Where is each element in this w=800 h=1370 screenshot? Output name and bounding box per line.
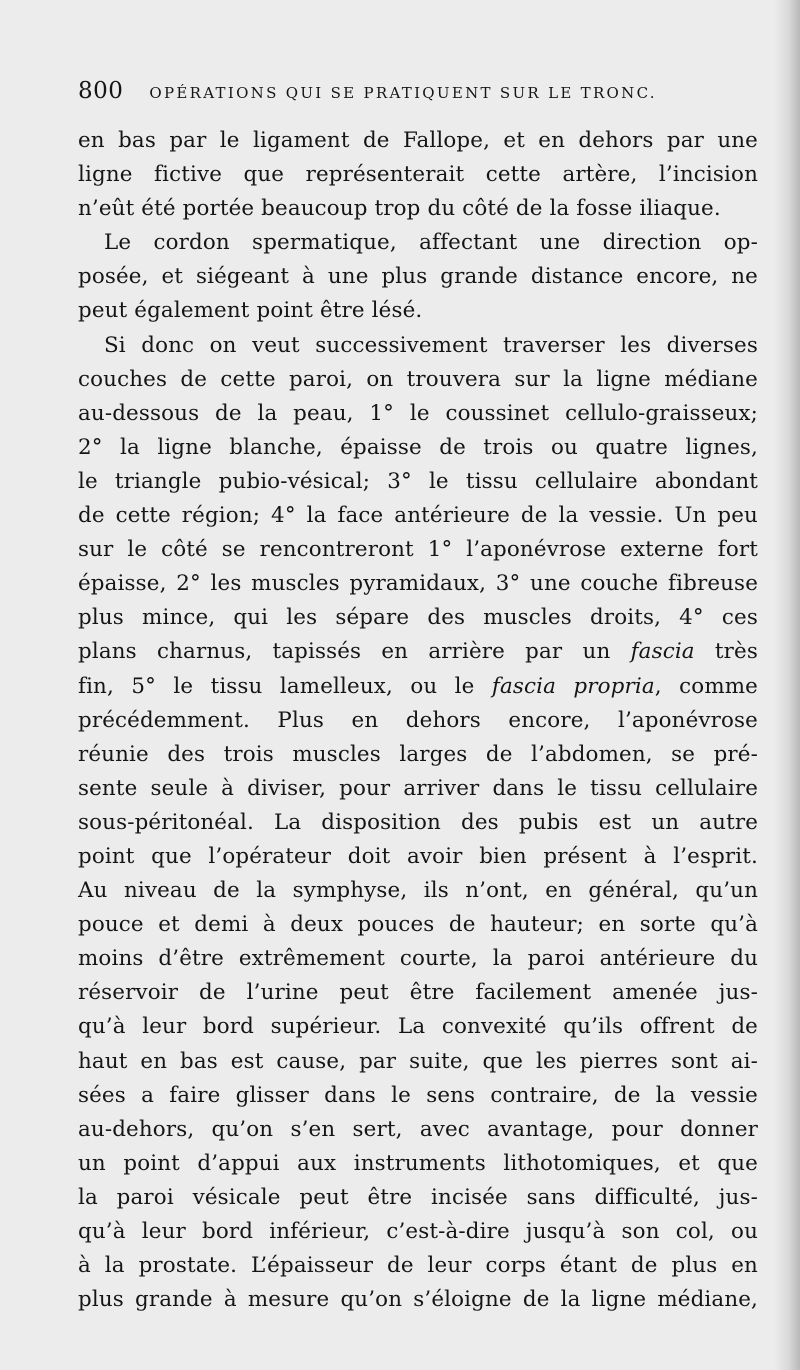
text-line [78, 635, 758, 669]
text-line-end: , comme [654, 673, 758, 699]
text-line: couches de cette paroi, on trouvera sur la ligne médiane [78, 366, 758, 392]
text-line-start: fin, 5° le tissu lamelleux, ou le [78, 673, 492, 699]
text-line-start: plans charnus, tapissés en arrière par un [78, 639, 631, 665]
running-header [78, 78, 768, 106]
text-line: sées a faire glisser dans le sens contraire, de la vessie [78, 1082, 758, 1108]
text-line: en bas par le ligament de Fallope, et en dehors par une [78, 128, 758, 153]
text-line: la paroi vésicale peut être incisée sans difficulté, jus- [78, 1184, 758, 1210]
text-line: Si donc on veut successivement traverser les diverses [104, 332, 758, 358]
text-line: de cette région; 4° la face antérieure de la vessie. Un peu [78, 503, 758, 529]
text-body [78, 124, 758, 1317]
text-line: réservoir de l’urine peut être facilement amenée jus- [78, 980, 758, 1006]
page-edge-shadow [774, 0, 800, 1370]
text-line: posée, et siégeant à une plus grande distance encore, ne [78, 264, 758, 290]
text-line: au-dehors, qu’on s’en sert, avec avantage, pour donner [78, 1116, 758, 1142]
italic-term: fascia [630, 639, 695, 665]
page-number: 800 [78, 78, 124, 104]
text-line: point que l’opérateur doit avoir bien présent à l’esprit. [78, 843, 758, 869]
italic-term: fascia propria [491, 673, 655, 699]
text-line: qu’à leur bord inférieur, c’est-à-dire jusqu’à son col, ou [78, 1219, 758, 1244]
text-line: plus grande à mesure qu’on s’éloigne de la ligne médiane, [78, 1287, 758, 1313]
text-line: sur le côté se rencontreront 1° l’aponévrose externe fort [78, 537, 758, 563]
text-line: à la prostate. L’épaisseur de leur corps étant de plus en [78, 1253, 758, 1279]
text-line: Le cordon spermatique, affectant une direction op- [104, 230, 758, 256]
text-line: ligne fictive que représenterait cette artère, l’incision [78, 162, 758, 188]
text-line: au-dessous de la peau, 1° le coussinet cellulo-graisseux; [78, 400, 758, 426]
text-line [78, 670, 758, 704]
running-title: OPÉRATIONS QUI SE PRATIQUENT SUR LE TRONC. [149, 84, 657, 102]
text-line: sous-péritonéal. La disposition des pubis est un autre [78, 809, 758, 835]
text-line: le triangle pubio-vésical; 3° le tissu cellulaire abondant [78, 468, 758, 494]
text-line: réunie des trois muscles larges de l’abdomen, se pré- [78, 741, 758, 767]
text-line-end: très [694, 639, 758, 665]
text-line: 2° la ligne blanche, épaisse de trois ou quatre lignes, [78, 434, 758, 460]
text-line: moins d’être extrêmement courte, la paroi antérieure du [78, 946, 758, 972]
text-line: qu’à leur bord supérieur. La convexité qu’ils offrent de [78, 1014, 758, 1040]
text-line: sente seule à diviser, pour arriver dans le tissu cellulaire [78, 775, 758, 801]
text-line: n’eût été portée beaucoup trop du côté de la fosse iliaque. [78, 196, 721, 222]
text-line: précédemment. Plus en dehors encore, l’aponévrose [78, 707, 758, 733]
text-line: plus mince, qui les sépare des muscles droits, 4° ces [78, 605, 758, 631]
text-line: peut également point être lésé. [78, 298, 423, 324]
text-line: épaisse, 2° les muscles pyramidaux, 3° une couche fibreuse [78, 571, 758, 597]
text-line: haut en bas est cause, par suite, que les pierres sont ai- [78, 1048, 758, 1074]
text-line: un point d’appui aux instruments lithotomiques, et que [78, 1150, 758, 1176]
text-line: pouce et demi à deux pouces de hauteur; en sorte qu’à [78, 912, 758, 938]
text-line: Au niveau de la symphyse, ils n’ont, en général, qu’un [78, 878, 758, 904]
